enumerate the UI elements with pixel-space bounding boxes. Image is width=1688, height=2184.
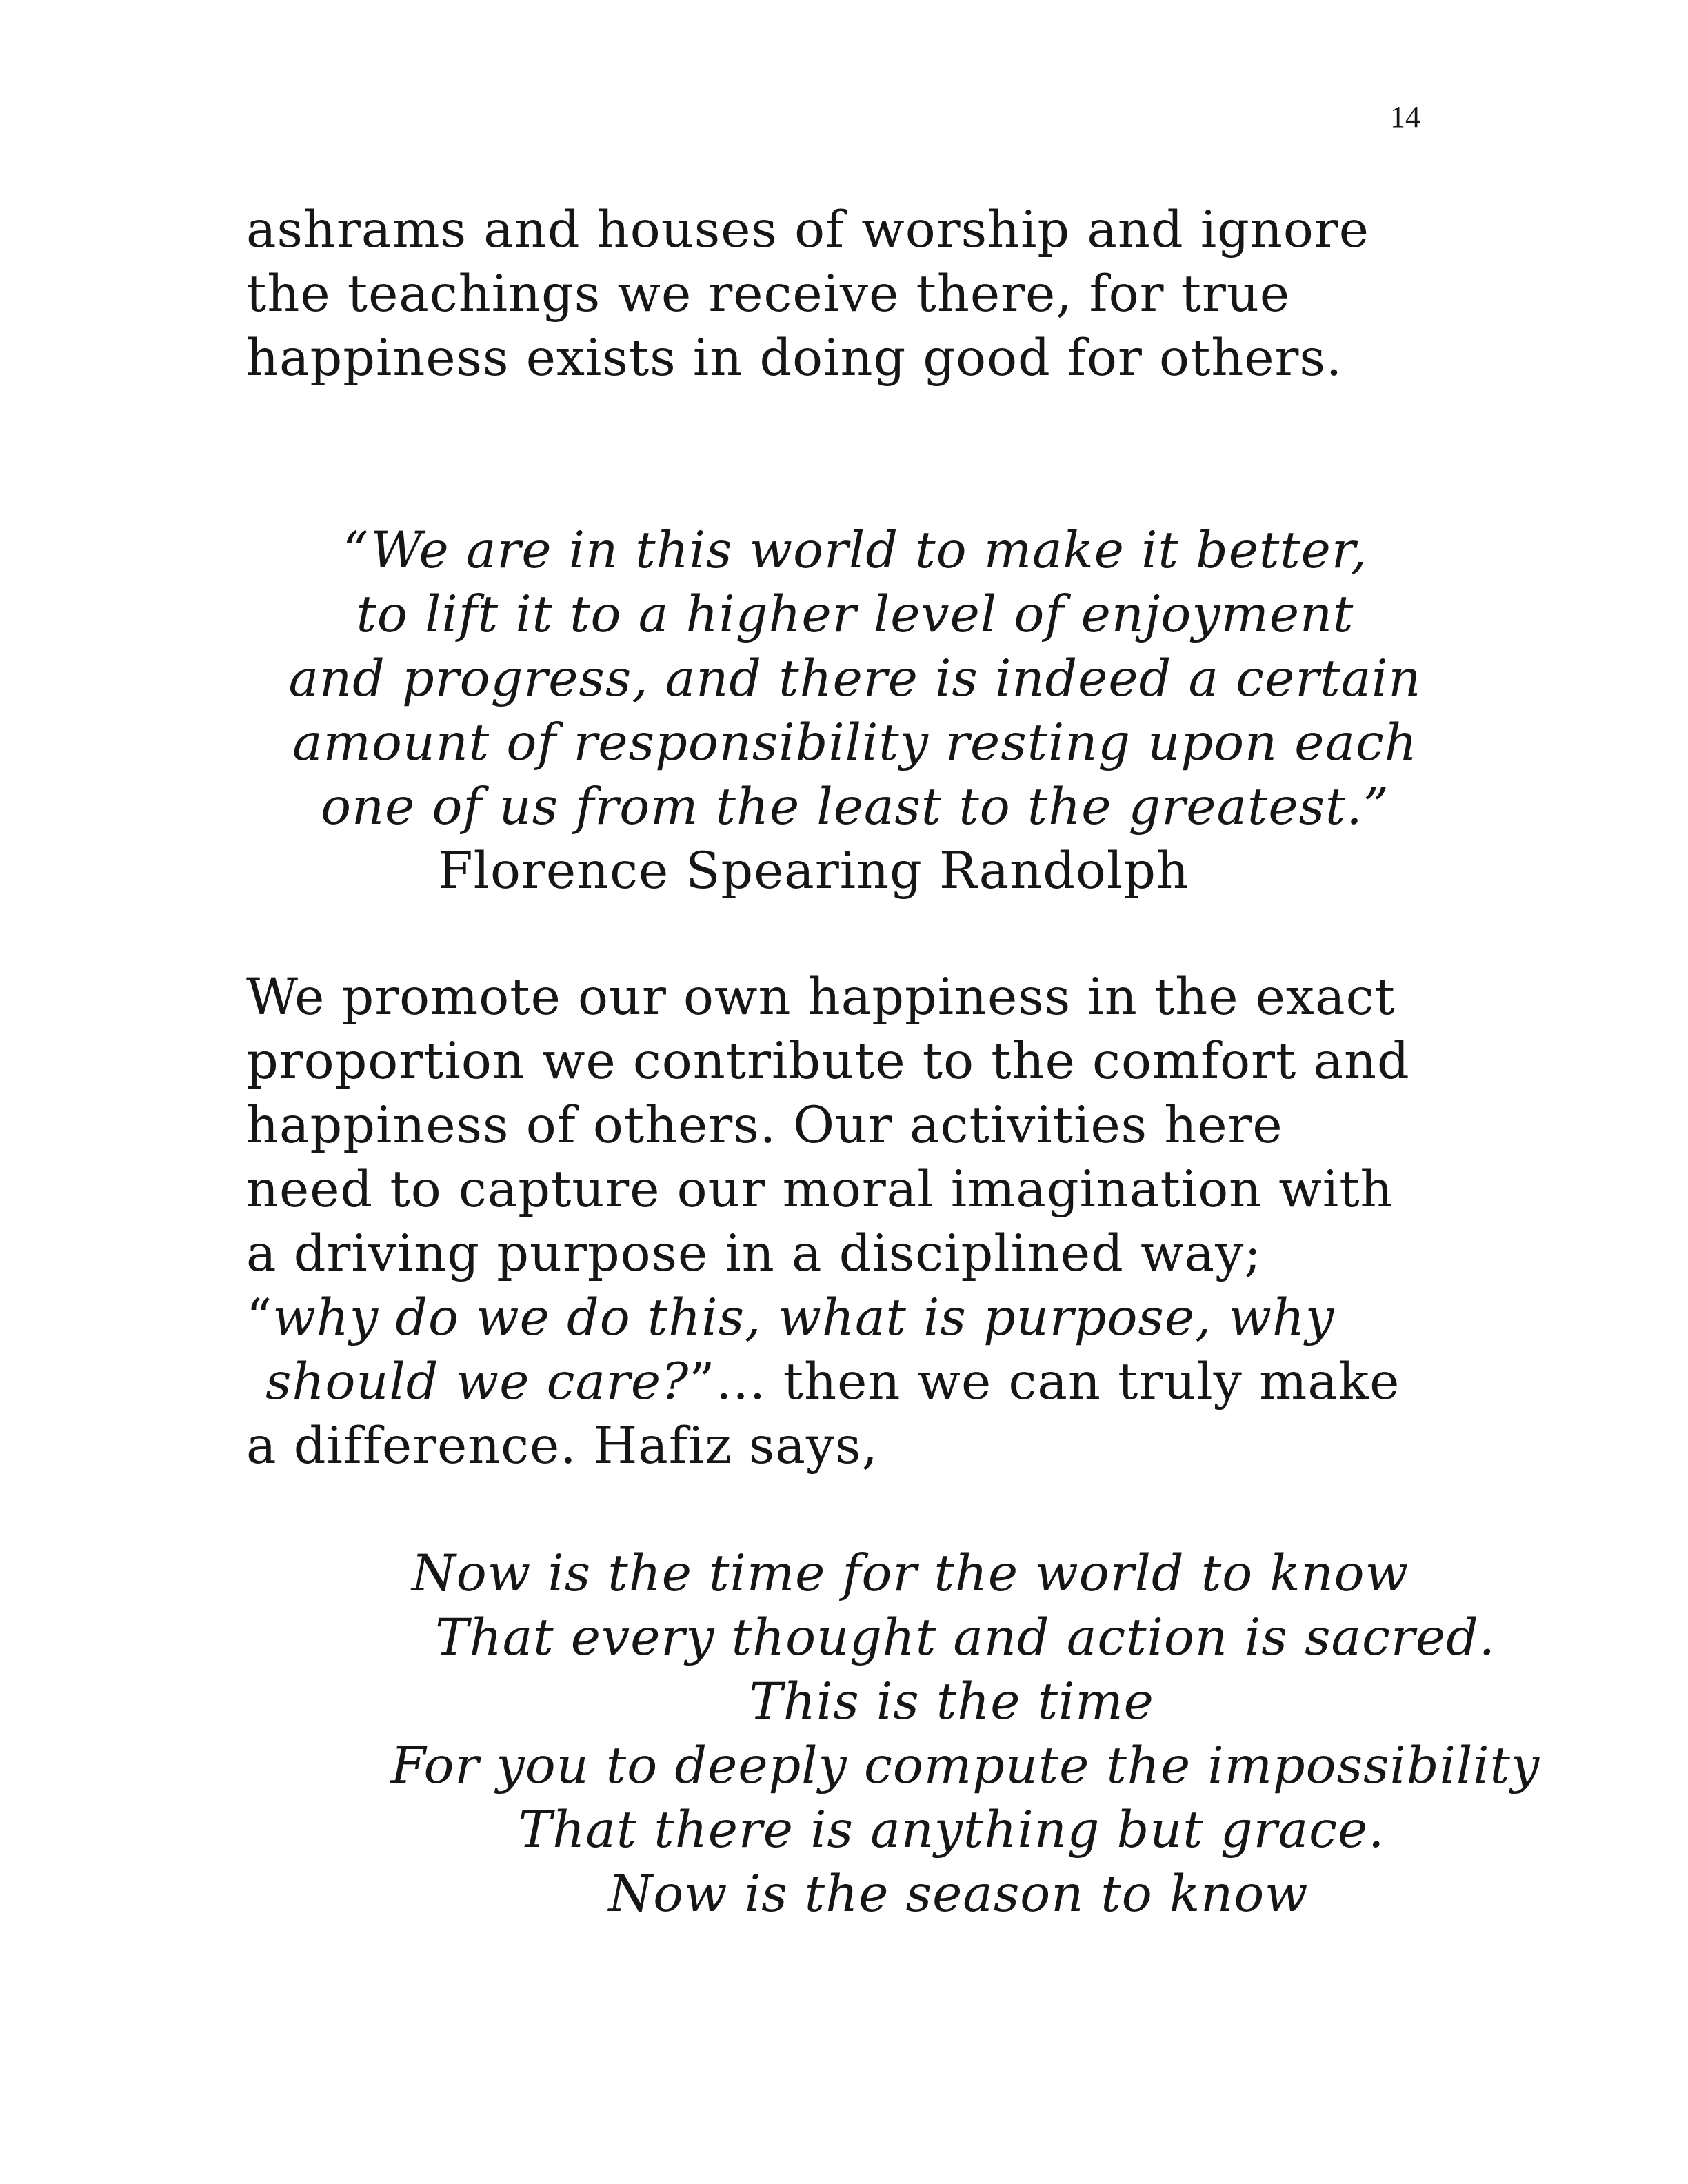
body-question-close: ”… then we can truly make bbox=[689, 1353, 1400, 1411]
body-question-part-2: should we care? bbox=[265, 1353, 690, 1411]
body-paragraph bbox=[246, 965, 1410, 1478]
opening-paragraph bbox=[246, 198, 1369, 390]
body-last-line: a difference. Hafiz says, bbox=[246, 1417, 878, 1475]
body-line-3: happiness of others. Our activities here bbox=[246, 1096, 1283, 1155]
opening-line-3: happiness exists in doing good for others. bbox=[246, 329, 1343, 387]
body-line-4: need to capture our moral imagination with bbox=[246, 1160, 1394, 1219]
body-line-5: a driving purpose in a disciplined way; bbox=[246, 1224, 1262, 1283]
body-question-line-1 bbox=[246, 1286, 1410, 1350]
body-line-1: We promote our own happiness in the exact bbox=[246, 968, 1396, 1027]
quote-attribution: Florence Spearing Randolph bbox=[438, 842, 1189, 900]
quote-line-2: to lift it to a higher level of enjoyment bbox=[356, 585, 1354, 644]
poem-line-4: For you to deeply compute the impossibility bbox=[390, 1737, 1540, 1795]
body-question-part-1: why do we do this, what is purpose, why bbox=[272, 1288, 1335, 1347]
quote-line-1: “We are in this world to make it better, bbox=[343, 521, 1367, 580]
poem-line-6: Now is the season to know bbox=[608, 1865, 1309, 1923]
page-number: 14 bbox=[1390, 100, 1420, 134]
body-question-line-2 bbox=[246, 1350, 1410, 1414]
body-question-open-quote: “ bbox=[246, 1288, 273, 1347]
poem-line-2: That every thought and action is sacred. bbox=[435, 1608, 1496, 1667]
quote-line-5: one of us from the least to the greatest.” bbox=[321, 778, 1389, 836]
quote-line-3: and progress, and there is indeed a certain bbox=[288, 649, 1422, 708]
poem-line-1: Now is the time for the world to know bbox=[411, 1544, 1409, 1603]
body-line-2: proportion we contribute to the comfort and bbox=[246, 1032, 1410, 1091]
opening-line-1: ashrams and houses of worship and ignore bbox=[246, 201, 1369, 259]
poem-line-3: This is the time bbox=[749, 1672, 1154, 1731]
quote-line-4: amount of responsibility resting upon each bbox=[292, 714, 1418, 772]
poem-block bbox=[372, 1541, 1558, 1926]
opening-line-2: the teachings we receive there, for true bbox=[246, 265, 1291, 323]
poem-line-5: That there is anything but grace. bbox=[518, 1801, 1385, 1859]
quote-block bbox=[207, 518, 1503, 903]
